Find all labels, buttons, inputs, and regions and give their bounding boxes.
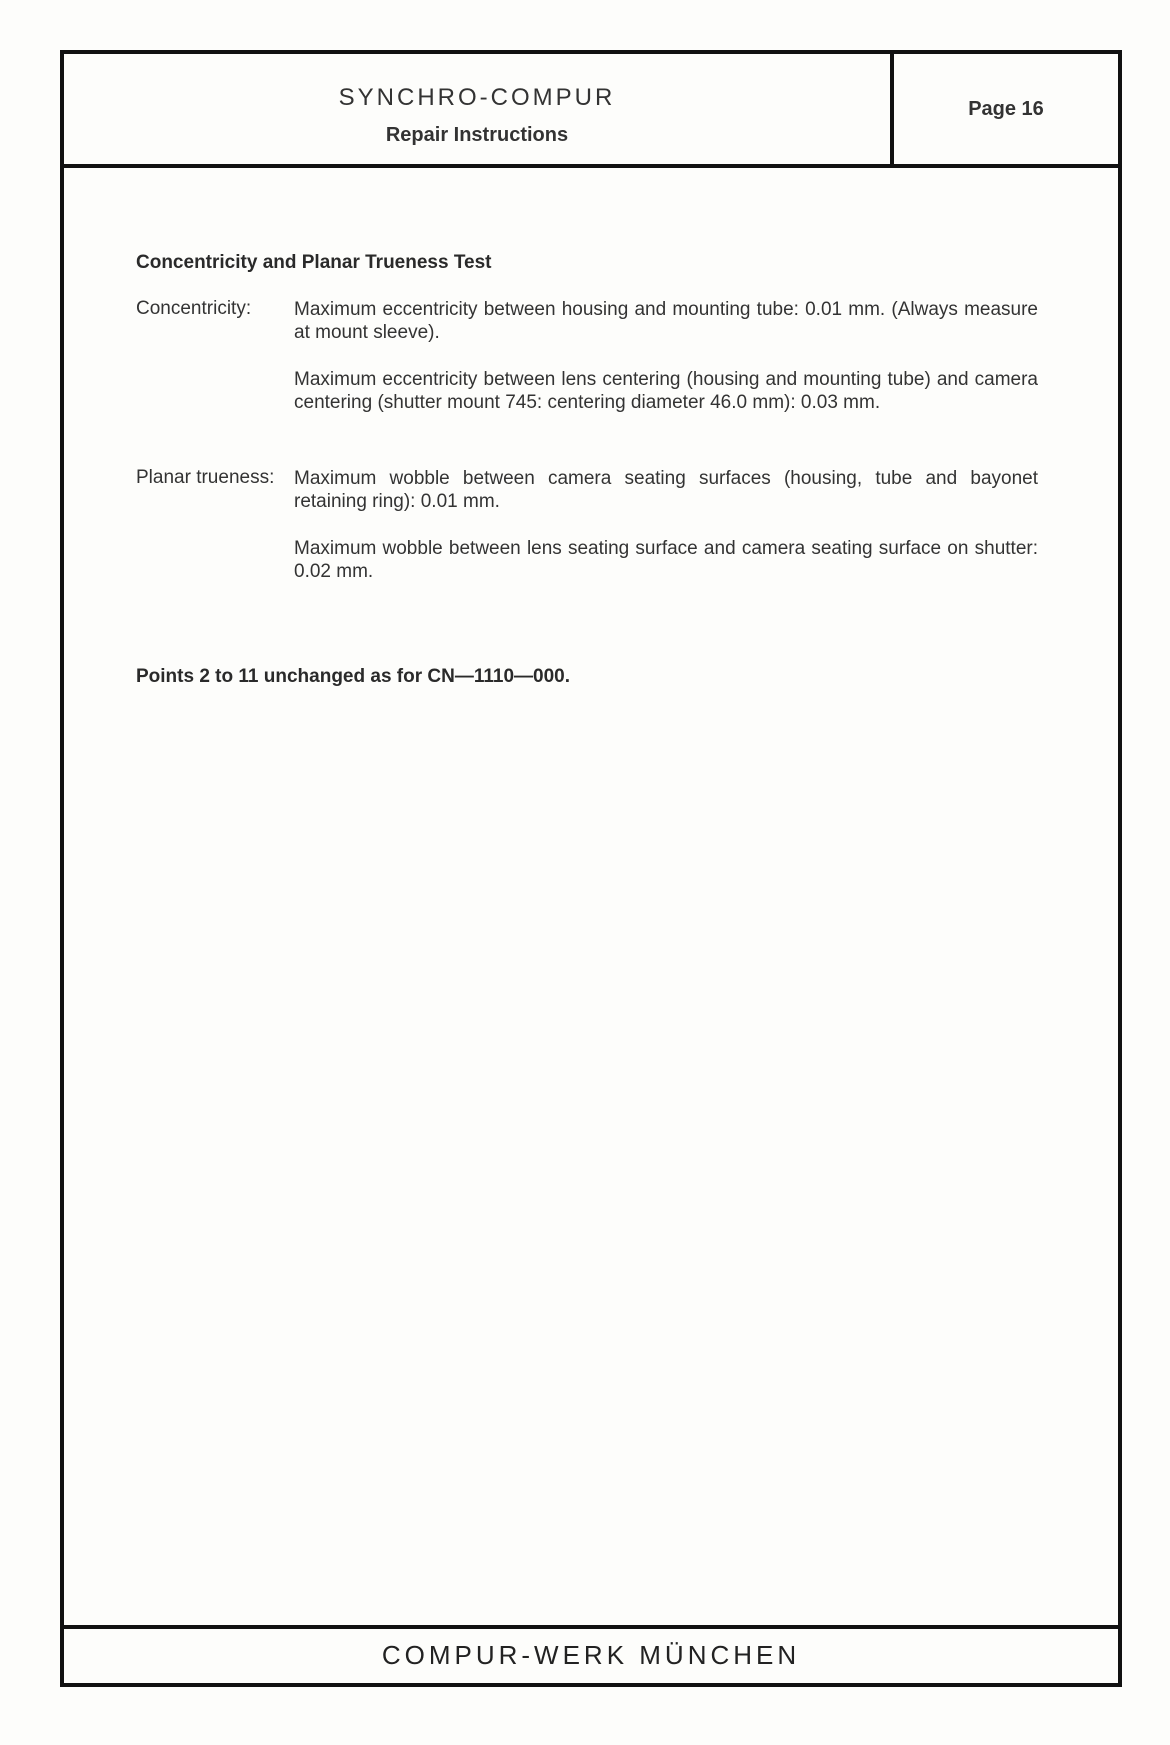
header-page-cell — [894, 54, 1118, 164]
header-title-cell — [64, 54, 894, 164]
planar-trueness-label: Planar trueness: — [136, 467, 275, 488]
footer-text: COMPUR-WERK MÜNCHEN — [381, 1640, 801, 1670]
page-header — [64, 54, 1118, 168]
planar-trueness-paragraph-1: Maximum wobble between camera seating surfaces (housing, tube and bayonet retaining ring): 0.01 mm. — [294, 468, 1038, 512]
section-heading: Concentricity and Planar Trueness Test — [136, 252, 492, 273]
concentricity-label: Concentricity: — [136, 298, 252, 319]
document-title: SYNCHRO-COMPUR — [338, 84, 616, 111]
page-number: Page 16 — [968, 98, 1044, 120]
document-subtitle: Repair Instructions — [385, 124, 569, 146]
page-frame — [60, 50, 1122, 1687]
planar-trueness-paragraph-2: Maximum wobble between lens seating surface and camera seating surface on shutter: 0.02 mm. — [294, 538, 1038, 582]
closing-note: Points 2 to 11 unchanged as for CN—1110—000. — [136, 666, 570, 687]
concentricity-paragraph-2: Maximum eccentricity between lens centering (housing and mounting tube) and camera centering (shutter mount 745: centering diameter 46.0 mm): 0.03 mm. — [294, 369, 1038, 413]
concentricity-paragraph-1: Maximum eccentricity between housing and mounting tube: 0.01 mm. (Always measure at mount sleeve). — [294, 299, 1038, 343]
page-footer — [64, 1625, 1118, 1683]
